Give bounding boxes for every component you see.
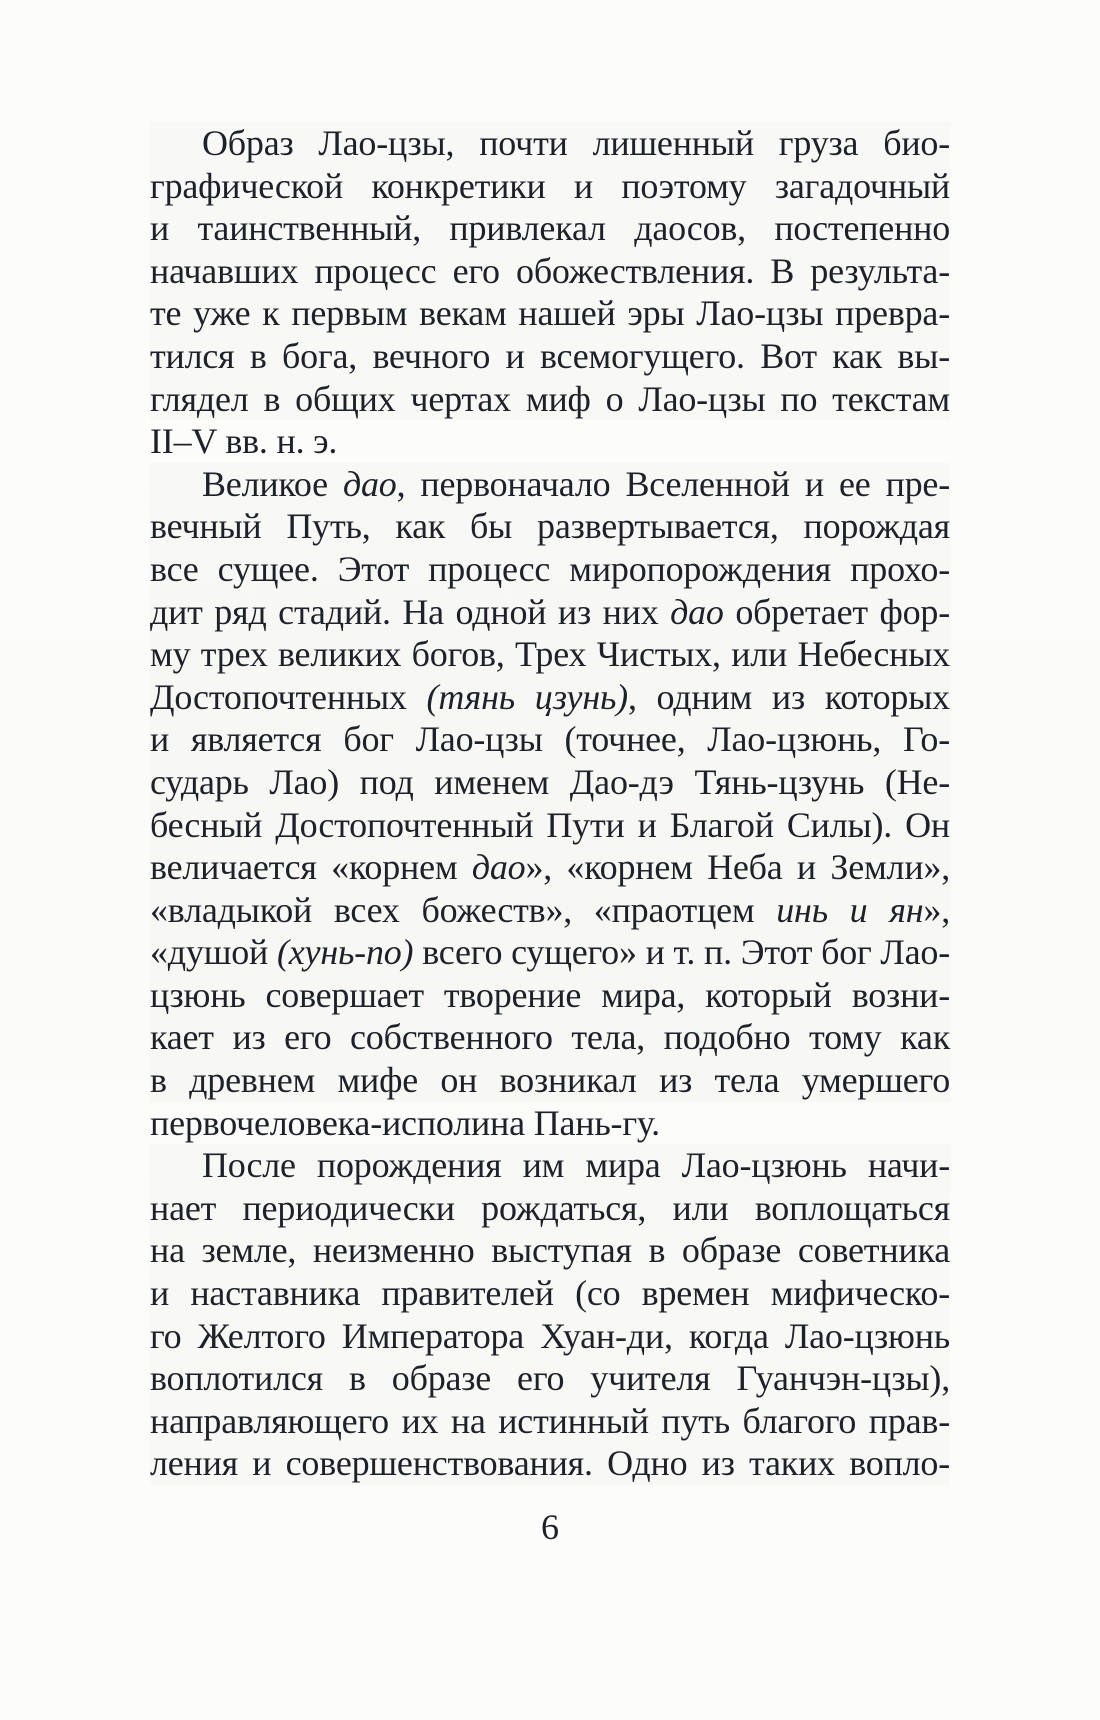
- text-run: сударь Лао) под именем Дао-дэ Тянь-цзунь (Не-: [150, 761, 950, 802]
- text-run: [867, 890, 889, 930]
- text-run: му трех великих богов, Трех Чистых, или Небесных: [150, 634, 950, 675]
- italic-term: и: [849, 889, 868, 930]
- text-run: тился в бога, вечного и всемогущего. Вот как вы-: [150, 335, 950, 376]
- text-line: [150, 1229, 950, 1272]
- text-run: первочеловека-исполина Пань-гу.: [150, 1102, 660, 1143]
- text-run: »,: [923, 889, 950, 930]
- text-run: величается «корнем: [150, 847, 472, 888]
- text-run: , одним из которых: [627, 676, 950, 717]
- text-line: [150, 761, 950, 804]
- text-run: на земле, неизменно выступая в образе советника: [150, 1230, 950, 1271]
- text-run: Великое: [202, 463, 343, 504]
- text-line: [150, 207, 950, 250]
- text-run: », «корнем Неба и Земли»,: [525, 847, 950, 888]
- text-line: [150, 1400, 950, 1443]
- text-run: и таинственный, привлекал даосов, постепенно: [150, 208, 950, 249]
- text-line: [150, 165, 950, 208]
- text-run: вечный Путь, как бы развертывается, порождая: [150, 506, 950, 547]
- text-run: и наставника правителей (со времен мифическо-: [150, 1273, 950, 1314]
- text-run: ления и совершенствования. Одно из таких вопло-: [150, 1443, 950, 1484]
- text-line: [150, 1315, 950, 1358]
- text-line: [150, 250, 950, 293]
- text-run: нает периодически рождаться, или воплощаться: [150, 1187, 950, 1228]
- text-line: [150, 548, 950, 591]
- text-run: воплотился в образе его учителя Гуанчэн-цзы),: [150, 1358, 950, 1399]
- text-line: [150, 1357, 950, 1400]
- text-run: в древнем мифе он возникал из тела умершего: [150, 1060, 950, 1101]
- text-run: «душой: [150, 932, 277, 973]
- italic-term: (хунь-по): [276, 932, 414, 973]
- text-run: и является бог Лао-цзы (точнее, Лао-цзюнь, Го-: [150, 719, 950, 760]
- text-run: Образ Лао-цзы, почти лишенный груза био-: [202, 123, 950, 163]
- text-line: [150, 889, 950, 932]
- text-run: цзюнь совершает творение мира, который возни-: [150, 974, 950, 1015]
- text-run: начавших процесс его обожествления. В результа-: [150, 250, 950, 291]
- text-line: [150, 931, 950, 974]
- text-line: [150, 1016, 950, 1059]
- text-run: направляющего их на истинный путь благого прав-: [150, 1400, 950, 1441]
- text-run: бесный Достопочтенный Пути и Благой Силы). Он: [150, 804, 950, 845]
- text-run: те уже к первым векам нашей эры Лао-цзы превра-: [150, 293, 950, 334]
- text-line: [150, 1059, 950, 1102]
- page-number: 6: [541, 1507, 559, 1547]
- text-run: «владыкой всех божеств», «праотцем: [150, 889, 777, 930]
- text-line: [150, 335, 950, 378]
- text-run: дит ряд стадий. На одной из них: [150, 591, 671, 632]
- text-line: [150, 591, 950, 634]
- text-line: [150, 463, 950, 506]
- text-line: [150, 378, 950, 421]
- text-run: обретает фор-: [723, 591, 951, 632]
- italic-term: инь: [776, 889, 828, 930]
- text-line: [150, 122, 950, 165]
- text-run: II–V вв. н. э.: [150, 421, 338, 462]
- text-run: [828, 890, 850, 930]
- text-line: [150, 1187, 950, 1230]
- text-line: [150, 1272, 950, 1315]
- italic-term: ян: [889, 889, 924, 930]
- text-run: графической конкретики и поэтому загадочный: [150, 165, 950, 206]
- text-run: , первоначало Вселенной и ее пре-: [396, 463, 950, 504]
- body-text: [150, 122, 950, 1485]
- text-run: кает из его собственного тела, подобно тому как: [150, 1017, 950, 1058]
- text-line: [150, 505, 950, 548]
- text-run: глядел в общих чертах миф о Лао-цзы по текстам: [150, 378, 950, 419]
- text-line: [150, 974, 950, 1017]
- text-line: [150, 1102, 950, 1145]
- text-line: [150, 804, 950, 847]
- text-run: все сущее. Этот процесс миропорождения прохо-: [150, 548, 950, 589]
- text-line: [150, 846, 950, 889]
- text-line: [150, 420, 950, 463]
- text-line: [150, 676, 950, 719]
- text-line: [150, 718, 950, 761]
- text-run: всего сущего» и т. п. Этот бог Лао-: [413, 932, 951, 973]
- text-line: [150, 292, 950, 335]
- text-run: го Желтого Императора Хуан-ди, когда Лао-цзюнь: [150, 1315, 950, 1356]
- italic-term: дао: [342, 463, 397, 504]
- italic-term: (тянь цзунь): [426, 676, 628, 717]
- text-line: [150, 1144, 950, 1187]
- italic-term: дао: [670, 591, 724, 632]
- text-run: После порождения им мира Лао-цзюнь начи-: [202, 1145, 950, 1186]
- text-line: [150, 633, 950, 676]
- text-line: [150, 1442, 950, 1485]
- text-run: Достопочтенных: [150, 676, 427, 717]
- italic-term: дао: [471, 847, 526, 888]
